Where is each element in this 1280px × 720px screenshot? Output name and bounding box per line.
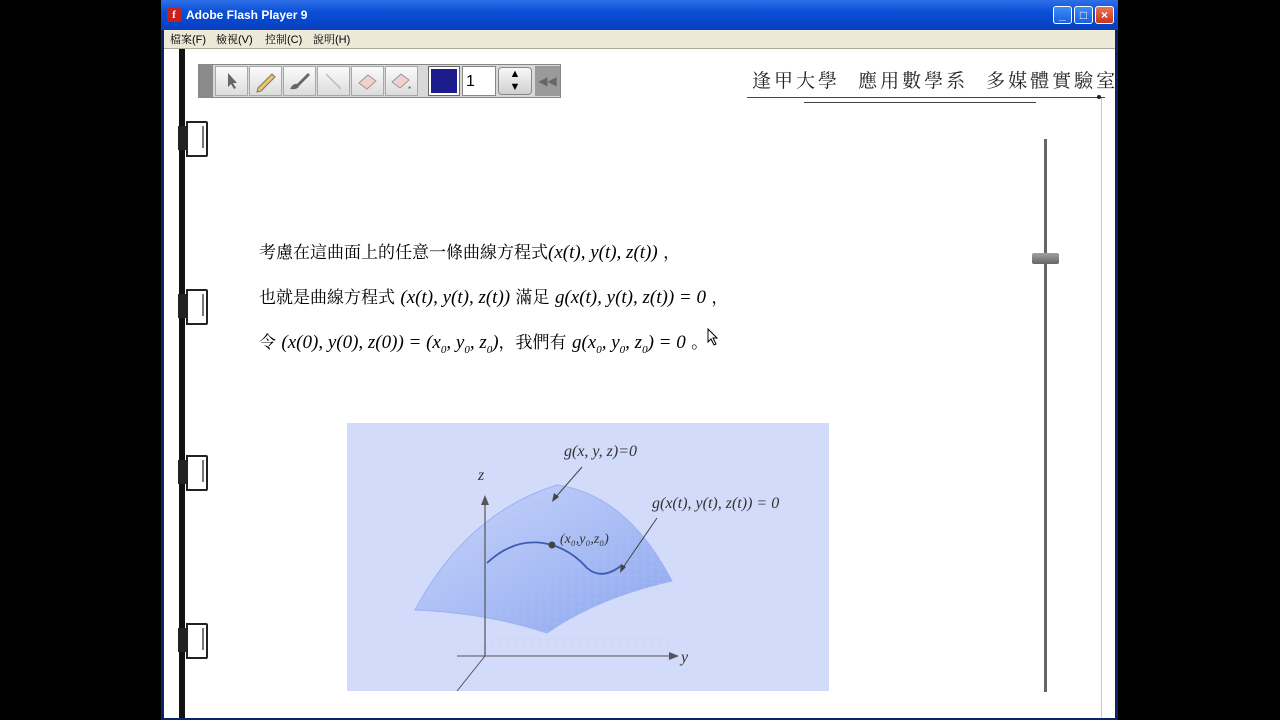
header-divider [804,102,1036,103]
title-bar[interactable] [161,0,1118,30]
menu-control[interactable]: 控制(C) [265,34,303,46]
menu-view[interactable]: 檢視(V) [216,34,253,46]
menu-file[interactable]: 檔案(F) [170,34,207,46]
header-institution: 逢甲大學 應用數學系 多媒體實驗室 [752,70,1119,92]
close-button[interactable]: × [1095,6,1114,24]
z-axis-label: z [478,467,485,484]
color-picker[interactable] [429,67,459,95]
stroke-size-input[interactable]: 1 [462,66,496,96]
arrow-icon[interactable] [215,66,248,96]
surface-equation-label: g(x, y, z)=0 [564,443,637,460]
stroke-size-stepper[interactable] [498,67,532,95]
surface-figure [347,423,829,691]
menu-help[interactable]: 說明(H) [313,34,351,46]
text-line-1: 考慮在這曲面上的任意一條曲線方程式(x(t), y(t), z(t)) ， [259,242,681,263]
flash-player-window [161,0,1118,720]
binder-ring [178,121,206,155]
text-line-2: 也就是曲線方程式 (x(t), y(t), z(t)) 滿足 g(x(t), y(t), z(t)) = 0 ， [259,287,729,308]
collapse-toolbar-button[interactable]: ◀◀ [535,66,560,96]
content-border [1101,98,1102,718]
text-line-3: 令 (x(0), y(0), $z(0)) = (x_0$, $y_0$, $z_0$)，我們有 $g(x_0$, $y_0$, $z_0) = 0$ 。 [259,332,709,356]
menu-bar [164,30,1115,48]
page-scroll-thumb[interactable] [1032,253,1059,264]
mouse-cursor-icon [707,328,719,346]
eraser-icon[interactable] [351,66,384,96]
binder-ring [178,289,206,323]
stepper-up-icon[interactable]: ▲ [509,68,521,80]
binder-ring [178,455,206,489]
page-scroll-track[interactable] [1044,139,1047,692]
window-title: Adobe Flash Player 9 [186,8,308,22]
binder-ring [178,623,206,657]
toolbar-grip[interactable] [199,65,213,97]
pencil-icon[interactable] [249,66,282,96]
surface-illustration [347,423,829,691]
flash-app-icon: f [167,8,181,22]
curve-equation-label: g(x(t), y(t), z(t)) = 0 [652,495,780,512]
drawing-toolbar [198,64,561,98]
minimize-button[interactable]: _ [1053,6,1072,24]
maximize-button[interactable]: □ [1074,6,1093,24]
point-label: (x₀,y₀,z₀) [560,532,609,547]
flash-content-area [164,48,1119,718]
clear-eraser-icon[interactable] [385,66,418,96]
stepper-down-icon[interactable]: ▼ [509,81,521,93]
header-divider [747,97,1105,98]
svg-text:*: * [408,85,412,94]
line-icon[interactable] [317,66,350,96]
brush-icon[interactable] [283,66,316,96]
y-axis-label: y [681,649,689,666]
